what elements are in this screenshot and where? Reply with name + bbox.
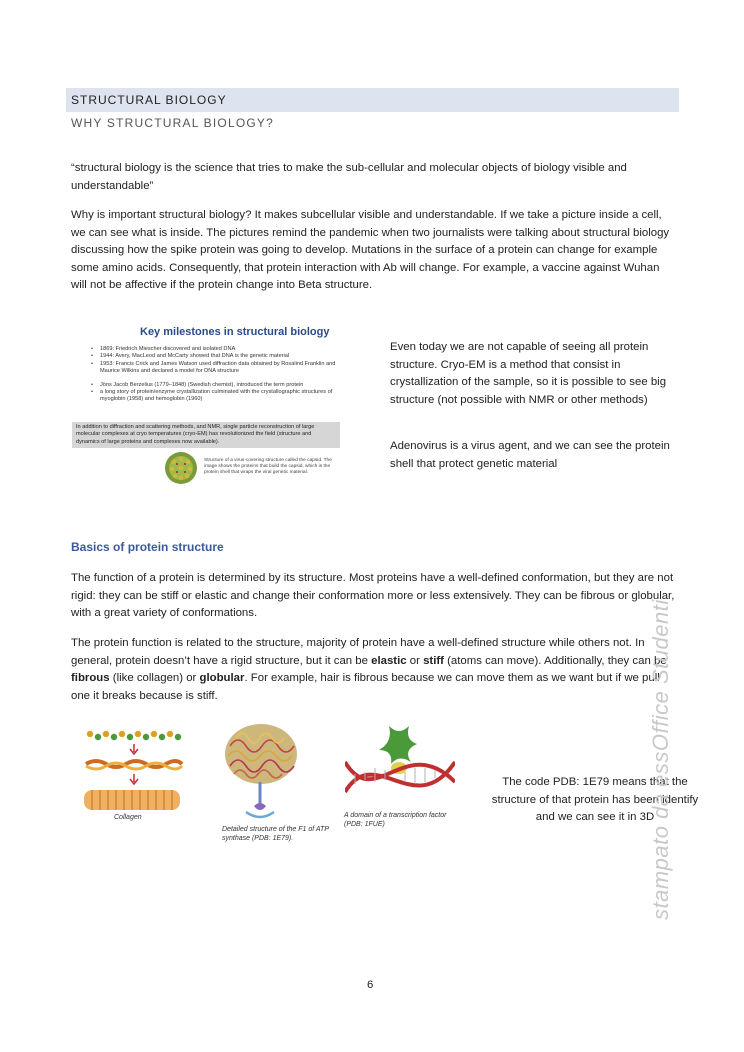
protein-function-paragraph: The function of a protein is determined by its structure. Most proteins have a well-defined conformation, but they are not rigid: they can be stiff or elastic and change their conformation more or less extensively. They can be fibrous or globular, with a great variety of conformations.: [71, 572, 675, 619]
definition-quote: “structural biology is the science that tries to make the sub-cellular and molecular objects of biology visible and understandable”: [71, 162, 627, 192]
virus-capsid-image: [162, 450, 200, 486]
watermark: [628, 530, 673, 930]
collagen-caption: Collagen: [114, 814, 142, 821]
transcription-factor-image: [345, 722, 455, 818]
term-elastic: elastic: [371, 654, 407, 667]
chapter-subtitle: WHY STRUCTURAL BIOLOGY?: [71, 116, 274, 130]
page-number: 6: [367, 979, 374, 991]
milestone-item: • 1944: Avery, MacLeod and McCarty showed that DNA is the genetic material: [88, 353, 350, 360]
milestones-methods-box: In addition to diffraction and scattering methods, and NMR, single particle reconstruction of large molecular complexes at cryo temperatures (cryo-EM) has revolutionized the field (structure and dynamics of large proteins and complexes now available).: [72, 422, 340, 448]
virus-caption: Structure of a virus-covering structure called the capsid. The image shows the proteins that build the capsid, which is the protein shell that wraps the viral genetic material.: [204, 458, 332, 476]
transcription-factor-caption: A domain of a transcription factor (PDB: 1FUE): [344, 812, 447, 828]
pdb-note: The code PDB: 1E79 means that the structure of that protein has been identify and we can see it in 3D: [491, 776, 699, 823]
milestone-item: • Jöns Jacob Berzelius (1779–1848) (Swedish chemist), introduced the term protein: [88, 382, 350, 389]
term-globular: globular: [199, 672, 245, 684]
chapter-title: STRUCTURAL BIOLOGY: [71, 93, 227, 107]
collagen-image: [82, 722, 192, 826]
milestones-list: [88, 346, 350, 404]
atp-caption: Detailed structure of the F1 of ATP synthase (PDB: 1E79).: [222, 826, 329, 842]
milestones-figure: [70, 320, 356, 488]
watermark-text: stampato da essOffice Studenti: [648, 599, 673, 920]
milestone-item: • 1869: Friedrich Miescher discovered and isolated DNA: [88, 346, 350, 353]
atp-synthase-image: [216, 716, 306, 826]
intro-paragraph: Why is important structural biology? It makes subcellular visible and understandable. If we take a picture inside a cell, we can see what is inside. The pictures remind the pandemic when two journalists were talking about structural biology discussing how the spike protein was going to develop. Mutations in the surface of a protein can change for example some amino acids. Consequently, that protein interaction with Ab will change. For example, a vaccine against Wuhan will not be affective if the protein change into Beta structure.: [71, 209, 670, 291]
section-title: Basics of protein structure: [71, 540, 224, 554]
adenovirus-paragraph: Adenovirus is a virus agent, and we can see the protein shell that protect genetic material: [390, 440, 670, 470]
milestones-title: Key milestones in structural biology: [140, 326, 330, 338]
term-stiff: stiff: [423, 654, 444, 667]
protein-structure-paragraph: The protein function is related to the structure, majority of protein have a well-defined structure while others not. In general, protein doesn’t have a rigid structure, but it can be elastic or stiff (atoms can move). Additionally, they can be fibrous (like collagen) or globular. For example, hair is fibrous because we can move them as we want but if we pull one it breaks because is stiff.: [71, 637, 667, 702]
milestone-item: • 1953: Francis Crick and James Watson used diffraction data obtained by Rosalind Franklin and Maurice Wilkins and declared a model for DNA structure: [88, 361, 350, 376]
milestone-item: • a long story of protein/enzyme crystallization culminated with the crystallographic structures of myoglobin (1958) and hemoglobin (1960): [88, 389, 350, 404]
term-fibrous: fibrous: [71, 672, 110, 684]
cryo-em-paragraph: Even today we are not capable of seeing all protein structure. Cryo-EM is a method that consist in crystallization of the sample, so it is possible to see big structure (not possible with NMR or other methods): [390, 341, 667, 406]
